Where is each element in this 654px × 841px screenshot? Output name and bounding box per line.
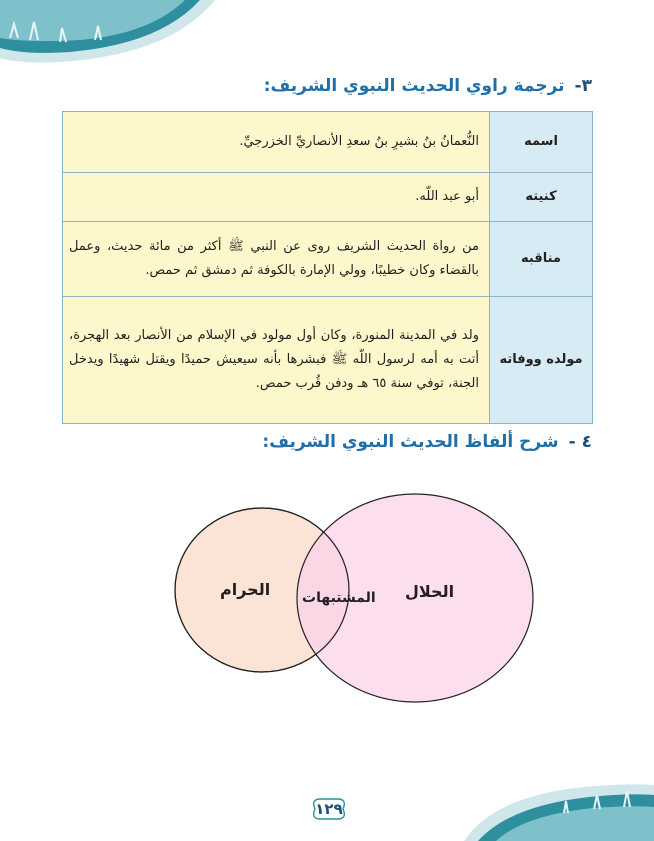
- section-4-number: ٤ -: [568, 432, 592, 452]
- row-label-kunya: كنيته: [490, 173, 593, 222]
- row-label-virtues: مناقبه: [490, 222, 593, 297]
- section-4-heading: [262, 432, 592, 452]
- table-row: [63, 297, 593, 424]
- page-number: [309, 796, 349, 822]
- narrator-biography-table: [62, 111, 593, 424]
- venn-label-halal: الحلال: [405, 582, 455, 601]
- row-label-name: اسمه: [490, 112, 593, 173]
- section-4-title: شرح ألفاظ الحديث النبوي الشريف:: [262, 432, 559, 452]
- section-3-title: ترجمة راوي الحديث النبوي الشريف:: [263, 76, 565, 96]
- venn-label-haram: الحرام: [220, 580, 271, 599]
- table-row: [63, 222, 593, 297]
- decorative-corner-bottom-right: [464, 781, 654, 841]
- decorative-corner-top-left: [0, 0, 230, 70]
- row-value-birth-death: ولد في المدينة المنورة، وكان أول مولود في الإسلام من الأنصار بعد الهجرة، أتت به أمه لرسول اللّه ﷺ فبشرها بأنه سيعيش حميدًا ويقتل شهيدًا ويدخل الجنة، توفي سنة ٦٥ هـ ودفن قُرب حمص.: [63, 297, 490, 424]
- table-row: [63, 112, 593, 173]
- row-value-kunya: أبو عبد اللّه.: [63, 173, 490, 222]
- venn-label-mushtabihat: المشتبهات: [302, 590, 376, 606]
- row-label-birth-death: مولده ووفاته: [490, 297, 593, 424]
- section-3-number: ٣-: [574, 76, 592, 96]
- page-number-text: ١٢٩: [315, 800, 343, 818]
- section-3-heading: [264, 76, 592, 96]
- row-value-name: النُّعمانُ بنُ بشيرِ بنُ سعدِ الأنصاريِّ الخزرجيِّ.: [63, 112, 490, 173]
- table-row: [63, 173, 593, 222]
- row-value-virtues: من رواة الحديث الشريف روى عن النبي ﷺ أكثر من مائة حديث، وعمل بالقضاء وكان خطيبًا، وولي الإمارة بالكوفة ثم دمشق ثم حمص.: [63, 222, 490, 297]
